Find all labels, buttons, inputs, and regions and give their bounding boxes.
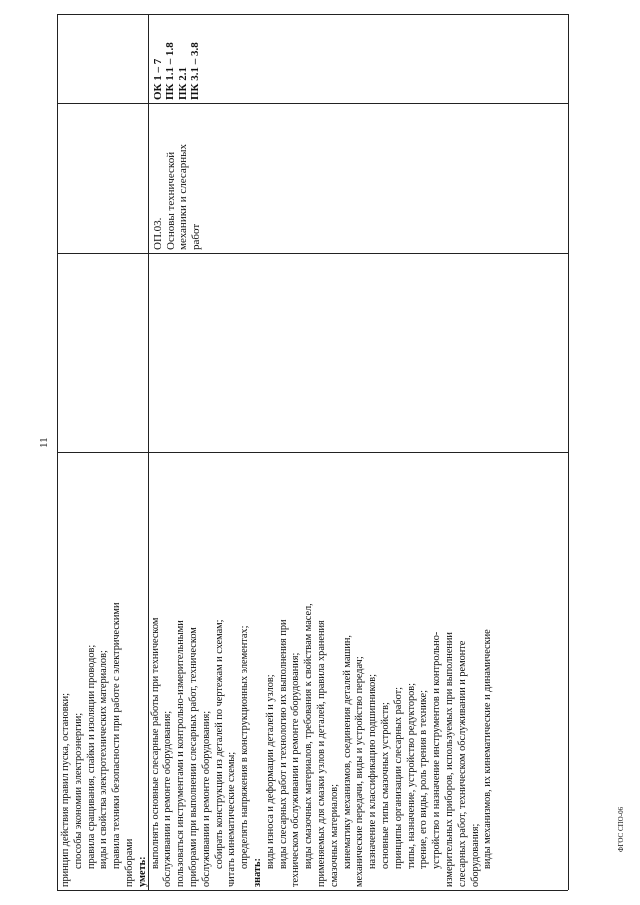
document-footer: ФГОС СПО-06 — [617, 806, 625, 852]
table-border-left — [57, 14, 58, 890]
requirement-line: читать кинематические схемы; — [226, 751, 238, 887]
requirement-line: принципы организации слесарных работ; — [392, 687, 404, 869]
requirement-line: правила сращивания, спайки и изоляции проводов; — [85, 644, 97, 869]
table-divider-1 — [57, 103, 568, 104]
requirements-cell — [60, 455, 565, 887]
table-border-right — [568, 14, 569, 890]
requirement-line: приборами — [123, 838, 135, 887]
requirement-line: трение, его виды, роль трения в технике; — [418, 690, 430, 869]
requirement-line: виды износа и деформации деталей и узлов; — [264, 674, 276, 869]
requirement-line: виды и свойства электротехнических материалов; — [98, 650, 110, 869]
table-border-bottom — [57, 890, 568, 891]
discipline-name-line: Основы технической — [164, 151, 177, 250]
table-border-top — [57, 14, 568, 15]
competency-code: ПК 1.1 – 1.8 — [164, 42, 177, 100]
requirement-line: основные типы смазочных устройств; — [379, 702, 391, 869]
requirement-line: оборудования; — [469, 823, 481, 887]
requirement-line: виды слесарных работ и технологию их выполнения при — [277, 619, 289, 869]
requirement-line: пользоваться инструментами и контрольно-измерительными — [175, 620, 187, 887]
requirement-line: виды смазочных материалов, требования к свойствам масел, — [303, 603, 315, 869]
competency-code: ОК 1 – 7 — [152, 58, 164, 100]
requirement-line: приборами при выполнении слесарных работ, техническом — [187, 627, 199, 887]
discipline-cell — [152, 106, 222, 250]
requirement-line: слесарных работ, техническом обслуживании и ремонте — [456, 640, 468, 887]
requirement-line: механические передачи, виды и устройство передач; — [354, 656, 366, 887]
requirement-line: собирать конструкции из деталей по чертежам и схемам; — [213, 619, 225, 869]
requirement-line: типы, назначение, устройство редукторов; — [405, 683, 417, 869]
requirement-line: обслуживании и ремонте оборудования; — [200, 710, 212, 887]
requirement-line: применяемых для смазки узлов и деталей, правила хранения — [315, 620, 327, 887]
discipline-name-line: работ — [189, 223, 202, 250]
section-heading: уметь: — [136, 856, 148, 887]
competency-code: ПК 3.1 – 3.8 — [189, 42, 202, 100]
requirement-line: измерительных приборов, используемых при выполнении — [443, 632, 455, 887]
requirement-line: техническом обслуживании и ремонте оборудования; — [290, 652, 302, 887]
requirement-line: назначение и классификацию подшипников; — [367, 674, 379, 869]
table-divider-3 — [57, 452, 568, 453]
requirement-line: принцип действия правил пуска, остановки; — [60, 692, 71, 887]
competency-code: ПК 2.1 — [176, 66, 189, 100]
section-heading: знать: — [251, 858, 263, 887]
requirement-line: определять напряжения в конструкционных элементах; — [239, 625, 251, 869]
requirement-line: смазочных материалов; — [328, 784, 340, 887]
page-number: 11 — [38, 437, 50, 448]
competencies-cell — [152, 16, 212, 100]
requirement-line: обслуживании и ремонте оборудования; — [162, 710, 174, 887]
table-divider-2 — [57, 253, 568, 254]
discipline-name-line: механики и слесарных — [177, 143, 190, 250]
requirement-line: кинематику механизмов, соединения деталей машин, — [341, 635, 353, 869]
requirement-line: устройство и назначение инструментов и контрольно- — [431, 631, 443, 869]
requirement-line: правила техники безопасности при работе с электрическими — [111, 602, 123, 869]
requirement-line: способы экономии электроэнергии; — [72, 712, 84, 869]
discipline-index: ОП.03. — [152, 217, 164, 250]
requirement-line: виды механизмов, их кинематические и динамические — [482, 629, 494, 869]
requirement-line: выполнять основные слесарные работы при техническом — [149, 617, 161, 869]
